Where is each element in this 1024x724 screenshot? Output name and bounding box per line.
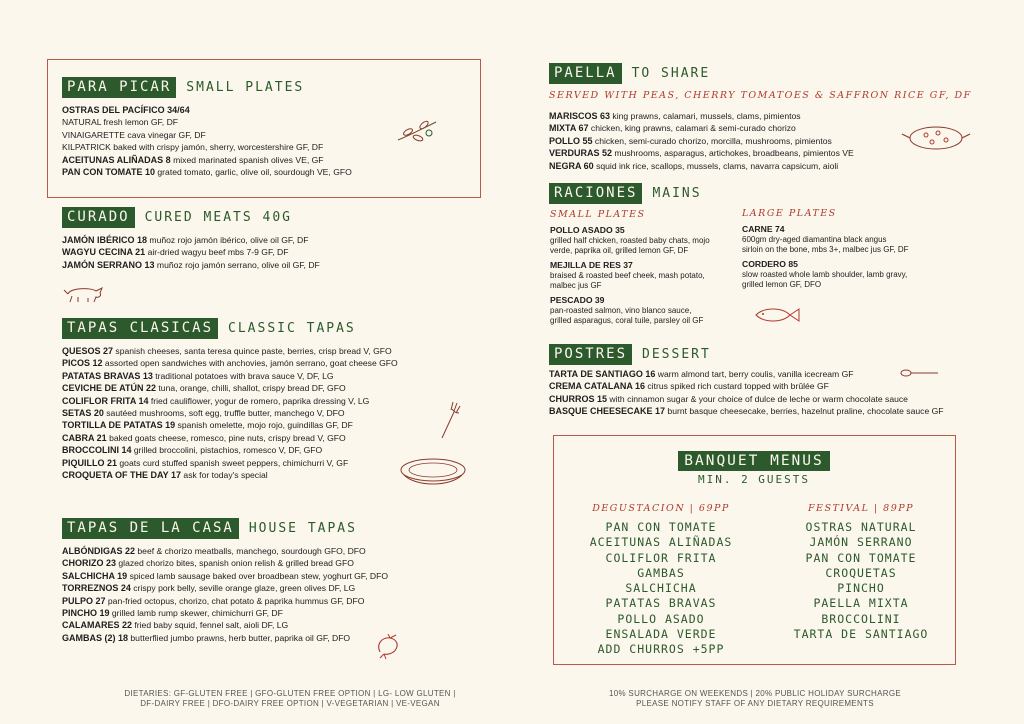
banquet-course: OSTRAS NATURAL bbox=[805, 520, 917, 534]
menu-item-desc: grilled broccolini, pistachios, romesco V, DF, GFO bbox=[131, 445, 323, 456]
paella-note: SERVED WITH PEAS, CHERRY TOMATOES & SAFFRON RICE GF, DF bbox=[549, 90, 972, 101]
menu-item bbox=[62, 370, 472, 382]
menu-item-desc: mushrooms, asparagus, artichokes, broadbeans, pimientos VE bbox=[612, 148, 854, 159]
menu-item bbox=[62, 632, 472, 644]
menu-item-desc: chicken, semi-curado chorizo, morcilla, mushrooms, pimientos bbox=[592, 135, 832, 146]
menu-item bbox=[62, 234, 472, 246]
menu-item bbox=[549, 405, 1019, 417]
menu-item-desc: king prawns, calamari, mussels, clams, pimientos bbox=[610, 111, 801, 121]
main-dish-desc: slow roasted whole lamb shoulder, lamb gravy, bbox=[742, 270, 908, 279]
menu-item-desc: butterflied jumbo prawns, herb butter, paprika oil GF, DFO bbox=[128, 632, 351, 643]
banquet-title bbox=[553, 452, 955, 470]
section-subtitle: CURED MEATS 40G bbox=[144, 210, 292, 225]
menu-item-desc: burnt basque cheesecake, berries, hazelnut praline, chocolate sauce GF bbox=[665, 406, 944, 417]
menu-item-name: TARTA DE SANTIAGO 16 bbox=[549, 369, 656, 379]
banquet-course: ENSALADA VERDE bbox=[605, 627, 717, 642]
menu-item-desc: assorted open sandwiches with anchovies, jamón serrano, goat cheese GFO bbox=[102, 358, 398, 369]
curado-list bbox=[62, 234, 472, 271]
section-subtitle: TO SHARE bbox=[631, 66, 711, 81]
main-dish bbox=[550, 295, 740, 326]
main-dish-desc: verde, paprika oil, grilled lemon GF, DF bbox=[550, 246, 689, 255]
degustacion-menu bbox=[566, 503, 756, 658]
menu-item bbox=[62, 345, 472, 357]
fork-icon bbox=[438, 400, 462, 440]
menu-item-desc: ask for today's special bbox=[181, 470, 268, 481]
menu-item bbox=[62, 619, 472, 631]
paella-section bbox=[549, 63, 1009, 172]
menu-item-name: VERDURAS 52 bbox=[549, 148, 613, 159]
menu-item bbox=[549, 110, 1009, 122]
menu-item-desc: spiced lamb sausage baked over broadbean stew, yoghurt GF, DFO bbox=[127, 570, 389, 581]
section-subtitle: DESSERT bbox=[642, 347, 711, 362]
menu-item-name: BROCCOLINI 14 bbox=[62, 445, 132, 456]
banquet-course: CROQUETAS bbox=[825, 565, 897, 580]
surcharge-line2: PLEASE NOTIFY STAFF OF ANY DIETARY REQUIREMENTS bbox=[636, 699, 874, 708]
menu-item-desc: NATURAL fresh lemon GF, DF bbox=[62, 117, 179, 128]
banquet-course: GAMBAS bbox=[637, 565, 685, 580]
paella-pan-icon bbox=[900, 122, 972, 154]
menu-item-desc: air-dried wagyu beef mbs 7-9 GF, DF bbox=[145, 247, 289, 258]
banquet-course: JAMÓN SERRANO bbox=[809, 535, 913, 550]
banquet-course: SALCHICHA bbox=[625, 581, 697, 596]
menu-item-desc: grated tomato, garlic, olive oil, sourdough VE, GFO bbox=[155, 167, 352, 178]
dietary-legend-line2: DF-DAIRY FREE | DFO-DAIRY FREE OPTION | V-VEGETARIAN | VE-VEGAN bbox=[140, 699, 440, 708]
menu-item-name: WAGYU CECINA 21 bbox=[62, 247, 146, 258]
spoon-icon bbox=[900, 367, 940, 379]
menu-item-name: POLLO 55 bbox=[549, 135, 593, 146]
menu-item-desc: spanish omelette, mojo rojo, guindillas GF, DF bbox=[175, 420, 353, 431]
banquet-course: ACEITUNAS ALIÑADAS bbox=[589, 535, 733, 550]
large-plates-label: LARGE PLATES bbox=[742, 208, 837, 219]
menu-item bbox=[62, 595, 472, 607]
surcharge-notice bbox=[560, 689, 950, 709]
menu-item bbox=[62, 246, 472, 258]
menu-item bbox=[62, 259, 472, 271]
main-dish-name: MEJILLA DE RES 37 bbox=[550, 260, 633, 270]
menu-item-name: PINCHO 19 bbox=[62, 608, 110, 619]
menu-item-name: ACEITUNAS ALIÑADAS 8 bbox=[62, 154, 171, 165]
dietary-legend bbox=[100, 689, 480, 709]
banquet-course: COLIFLOR FRITA bbox=[605, 550, 717, 565]
main-dish-desc: grilled lemon GF, DFO bbox=[742, 280, 822, 289]
menu-item-name: CROQUETA OF THE DAY 17 bbox=[62, 470, 182, 481]
menu-item-name: TORTILLA DE PATATAS 19 bbox=[62, 420, 176, 431]
section-subtitle: SMALL PLATES bbox=[186, 80, 305, 95]
menu-item-name: PAN CON TOMATE 10 bbox=[62, 167, 156, 178]
menu-item-name: ALBÓNDIGAS 22 bbox=[62, 546, 136, 556]
banquet-min-guests: MIN. 2 GUESTS bbox=[697, 473, 811, 486]
menu-item-desc: goats curd stuffed spanish sweet peppers, chimichurri V, GF bbox=[117, 457, 349, 468]
surcharge-line1: 10% SURCHARGE ON WEEKENDS | 20% PUBLIC HOLIDAY SURCHARGE bbox=[609, 689, 901, 698]
menu-item-desc: warm almond tart, berry coulis, vanilla icecream GF bbox=[655, 369, 854, 379]
menu-item-name: OSTRAS DEL PACÍFICO 34/64 bbox=[62, 105, 190, 115]
menu-item-desc: KILPATRICK baked with crispy jamón, sherry, worcestershire GF, DF bbox=[62, 142, 324, 153]
main-dish-name: POLLO ASADO 35 bbox=[550, 225, 625, 235]
section-title-highlight: PARA PICAR bbox=[62, 77, 176, 98]
menu-item bbox=[549, 368, 1019, 380]
menu-item-name: GAMBAS (2) 18 bbox=[62, 632, 129, 643]
menu-item-name: SETAS 20 bbox=[62, 408, 104, 419]
main-dish bbox=[550, 260, 740, 291]
banquet-course: ADD CHURROS +5PP bbox=[597, 642, 725, 657]
menu-item bbox=[62, 382, 472, 394]
section-title-highlight: TAPAS CLASICAS bbox=[62, 318, 218, 339]
menu-item bbox=[549, 160, 1009, 172]
menu-item bbox=[62, 395, 472, 407]
menu-item bbox=[62, 407, 472, 419]
menu-item-desc: with cinnamon sugar & your choice of dulce de leche or warm chocolate sauce bbox=[607, 393, 908, 404]
banquet-course: PAN CON TOMATE bbox=[605, 520, 717, 534]
main-dish-desc: pan-roasted salmon, vino blanco sauce, bbox=[550, 306, 692, 315]
plate-icon bbox=[398, 455, 468, 489]
raciones-small-plates bbox=[550, 209, 740, 330]
banquet-course: POLLO ASADO bbox=[617, 611, 705, 626]
festival-list bbox=[766, 520, 956, 642]
menu-item-desc: baked goats cheese, romesco, pine nuts, crispy bread V, GFO bbox=[106, 432, 346, 443]
menu-item bbox=[62, 357, 472, 369]
festival-label: FESTIVAL | 89PP bbox=[807, 503, 915, 514]
menu-item-desc: tuna, orange, chilli, shallot, crispy bread DF, GFO bbox=[156, 383, 346, 394]
menu-item bbox=[62, 432, 472, 444]
menu-item bbox=[62, 166, 472, 178]
fish-icon bbox=[752, 306, 802, 324]
banquet-course: PAELLA MIXTA bbox=[813, 596, 909, 611]
raciones-large-plates bbox=[742, 208, 972, 294]
menu-item bbox=[62, 570, 472, 582]
tapas-casa-list bbox=[62, 545, 472, 644]
prawn-icon bbox=[374, 634, 402, 660]
main-dish-desc: 600gm dry-aged diamantina black angus bbox=[742, 235, 887, 244]
menu-item-name: MIXTA 67 bbox=[549, 123, 589, 134]
menu-item bbox=[62, 557, 472, 569]
menu-item-name: BASQUE CHEESECAKE 17 bbox=[549, 406, 666, 417]
main-dish-desc: malbec jus GF bbox=[550, 281, 602, 290]
menu-item bbox=[62, 104, 472, 116]
section-title-highlight: POSTRES bbox=[549, 344, 632, 365]
banquet-course: PAN CON TOMATE bbox=[805, 550, 917, 565]
curado-section bbox=[62, 207, 472, 271]
menu-item-desc: spanish cheeses, santa teresa quince paste, berries, crisp bread V, GFO bbox=[113, 346, 392, 356]
main-dish-desc: sirloin on the bone, mbs 3+, malbec jus GF, DF bbox=[742, 245, 909, 254]
main-dish-desc: grilled asparagus, coral tuile, parsley oil GF bbox=[550, 316, 704, 325]
postres-list bbox=[549, 368, 1019, 418]
menu-item-name: JAMÓN SERRANO 13 bbox=[62, 259, 155, 270]
menu-item bbox=[62, 582, 472, 594]
menu-item-desc: VINAIGARETTE cava vinegar GF, DF bbox=[62, 129, 206, 140]
menu-item-desc: muñoz rojo jamón ibérico, olive oil GF, DF bbox=[147, 235, 309, 245]
menu-item-desc: traditional potatoes with brava sauce V, DF, LG bbox=[152, 370, 334, 381]
section-subtitle: CLASSIC TAPAS bbox=[228, 321, 356, 336]
tapas-casa-section bbox=[62, 518, 472, 644]
menu-item-desc: grilled lamb rump skewer, chimichurri GF, DF bbox=[109, 608, 283, 619]
menu-item-desc: pan-fried octopus, chorizo, chat potato & paprika hummus GF, DFO bbox=[105, 595, 365, 606]
menu-item-desc: citrus spiked rich custard topped with brûlée GF bbox=[645, 381, 829, 392]
menu-item-desc: muñoz rojo jamón serrano, olive oil GF, DF bbox=[154, 259, 320, 270]
main-dish-desc: braised & roasted beef cheek, mash potato, bbox=[550, 271, 705, 280]
postres-section bbox=[549, 344, 1019, 418]
menu-item-name: NEGRA 60 bbox=[549, 160, 594, 171]
menu-item bbox=[549, 380, 1019, 392]
section-title-highlight: RACIONES bbox=[549, 183, 642, 204]
main-dish bbox=[742, 259, 972, 290]
dietary-legend-line1: DIETARIES: GF-GLUTEN FREE | GFO-GLUTEN FREE OPTION | LG- LOW GLUTEN | bbox=[124, 689, 456, 698]
degustacion-list bbox=[566, 520, 756, 658]
main-dish-desc: grilled half chicken, roasted baby chats, mojo bbox=[550, 236, 710, 245]
menu-item-desc: chicken, king prawns, calamari & semi-curado chorizo bbox=[588, 123, 796, 134]
menu-item-desc: fried baby squid, fennel salt, aioli DF, LG bbox=[132, 620, 289, 631]
banquet-course: PINCHO bbox=[837, 581, 885, 596]
menu-item-name: CALAMARES 22 bbox=[62, 620, 133, 631]
menu-item-name: PIQUILLO 21 bbox=[62, 457, 118, 468]
menu-item-name: PULPO 27 bbox=[62, 595, 106, 606]
main-dish bbox=[550, 225, 740, 256]
menu-item-name: COLIFLOR FRITA 14 bbox=[62, 395, 149, 406]
menu-item-name: CEVICHE DE ATÚN 22 bbox=[62, 383, 157, 394]
menu-item-name: CREMA CATALANA 16 bbox=[549, 381, 645, 392]
menu-item-name: PATATAS BRAVAS 13 bbox=[62, 370, 153, 381]
main-dish-name: CARNE 74 bbox=[742, 224, 785, 234]
degustacion-label: DEGUSTACION | 69PP bbox=[592, 503, 730, 514]
menu-item-name: JAMÓN IBÉRICO 18 bbox=[62, 235, 148, 245]
section-subtitle: MAINS bbox=[652, 186, 702, 201]
menu-item-desc: mixed marinated spanish olives VE, GF bbox=[170, 154, 324, 165]
menu-item-name: QUESOS 27 bbox=[62, 346, 114, 356]
small-plates-label: SMALL PLATES bbox=[550, 209, 646, 220]
menu-item-desc: beef & chorizo meatballs, manchego, sourdough GFO, DFO bbox=[135, 546, 366, 556]
section-subtitle: HOUSE TAPAS bbox=[248, 521, 357, 536]
section-title-highlight: CURADO bbox=[62, 207, 135, 228]
menu-item-desc: fried cauliflower, yogur de romero, paprika dressing V, LG bbox=[148, 395, 370, 406]
banquet-course: TARTA DE SANTIAGO bbox=[793, 627, 929, 642]
menu-item-desc: sautéed mushrooms, soft egg, truffle butter, manchego V, DFO bbox=[103, 408, 345, 419]
main-dish-name: PESCADO 39 bbox=[550, 295, 605, 305]
menu-item bbox=[62, 154, 472, 166]
menu-item-name: MARISCOS 63 bbox=[549, 111, 611, 121]
menu-item-name: CHORIZO 23 bbox=[62, 558, 117, 569]
section-title-highlight: PAELLA bbox=[549, 63, 622, 84]
main-dish-name: CORDERO 85 bbox=[742, 259, 798, 269]
menu-item-name: CABRA 21 bbox=[62, 432, 107, 443]
banquet-course: BROCCOLINI bbox=[821, 611, 901, 626]
raciones-section bbox=[549, 183, 1009, 210]
menu-item-name: SALCHICHA 19 bbox=[62, 570, 128, 581]
menu-item bbox=[549, 393, 1019, 405]
main-dish bbox=[742, 224, 972, 255]
festival-menu bbox=[766, 503, 956, 642]
menu-item-name: CHURROS 15 bbox=[549, 393, 608, 404]
menu-item bbox=[62, 419, 472, 431]
menu-item-desc: glazed chorizo bites, spanish onion relish & grilled bread GFO bbox=[116, 558, 354, 569]
menu-item-name: TORREZNOS 24 bbox=[62, 583, 131, 594]
menu-item bbox=[62, 545, 472, 557]
menu-item-desc: squid ink rice, scallops, mussels, clams, navarra capsicum, aioli bbox=[593, 160, 839, 171]
menu-item-desc: crispy pork belly, seville orange glaze, green olives DF, LG bbox=[130, 583, 356, 594]
menu-item bbox=[62, 607, 472, 619]
menu-item-name: PICOS 12 bbox=[62, 358, 103, 369]
olive-branch-icon bbox=[396, 118, 438, 146]
large-plates-list bbox=[742, 224, 972, 290]
banquet-title-highlight: BANQUET MENUS bbox=[678, 451, 830, 471]
banquet-course: PATATAS BRAVAS bbox=[605, 596, 717, 611]
section-title-highlight: TAPAS DE LA CASA bbox=[62, 518, 239, 539]
small-plates-list bbox=[550, 225, 740, 326]
bull-icon bbox=[62, 282, 106, 304]
